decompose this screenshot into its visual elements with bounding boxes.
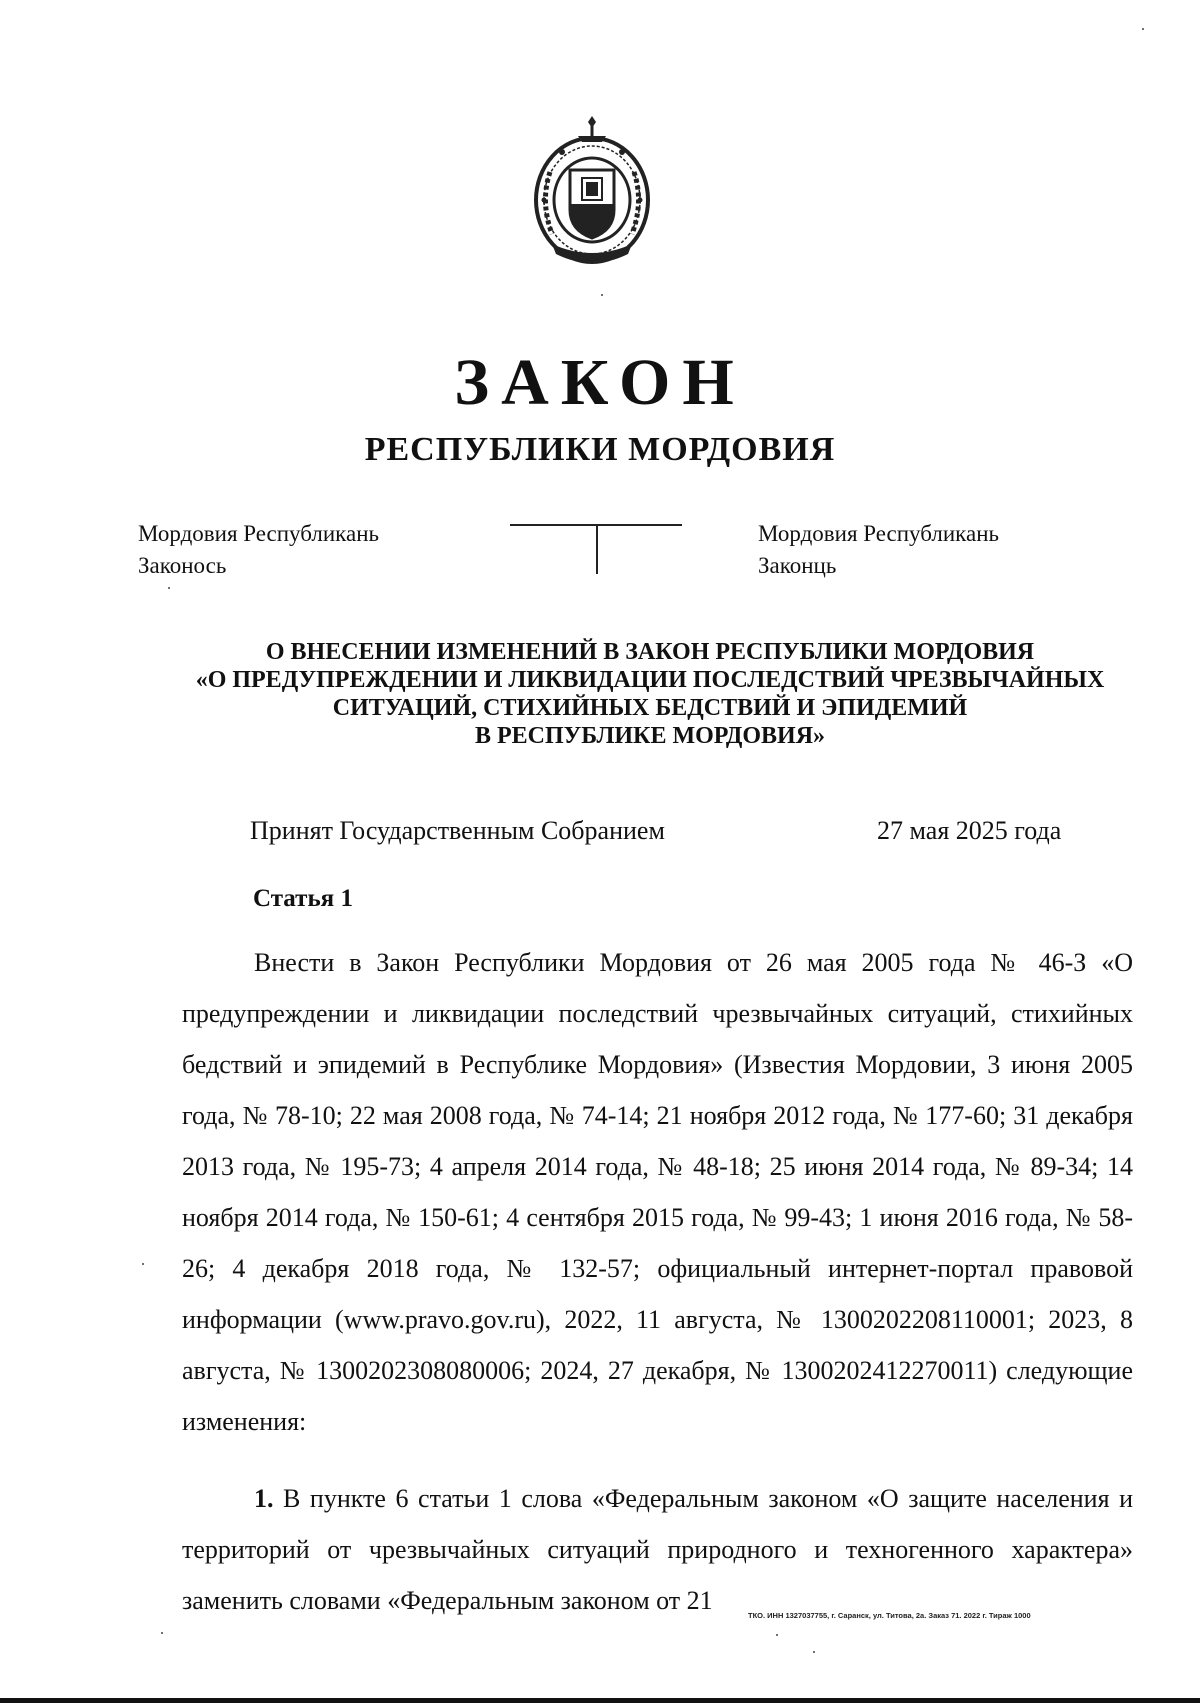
mordvin-title-left [138, 518, 379, 582]
scan-speck [601, 294, 603, 296]
law-name-line-3: СИТУАЦИЙ, СТИХИЙНЫХ БЕДСТВИЙ И ЭПИДЕМИЙ [332, 695, 968, 721]
article-intro-paragraph: Внести в Закон Республики Мордовия от 26 мая 2005 года № 46-З «О предупреждении и ликвидации последствий чрезвычайных ситуаций, стихийных бедствий и эпидемий в Республике Мордовия» (Известия Мордовии, 3 июня 2005 года, № 78-10; 22 мая 2008 года, № 74-14; 21 ноября 2012 года, № 177-60; 31 декабря 2013 года, № 195-73; 4 апреля 2014 года, № 48-18; 25 июня 2014 года, № 89-34; 14 ноября 2014 года, № 150-61; 4 сентября 2015 года, № 99-43; 1 июня 2016 года, № 58-26; 4 декабря 2018 года, № 132-57; официальный интернет-портал правовой информации (www.pravo.gov.ru), 2022, 11 августа, № 1300202208110001; 2023, 8 августа, № 1300202308080006; 2024, 27 декабря, № 1300202412270011) следующие изменения: [182, 948, 1133, 1436]
item-number: 1. [254, 1484, 274, 1513]
coat-of-arms-icon [522, 112, 662, 272]
law-title: ЗАКОН [454, 346, 746, 419]
mordvin-left-line-2: Законось [138, 553, 227, 578]
mordvin-title-right [758, 518, 999, 582]
scan-speck [1142, 28, 1144, 30]
print-info-footer: ТКО. ИНН 1327037755, г. Саранск, ул. Титова, 2а. Заказ 71. 2022 г. Тираж 1000 [748, 1611, 1031, 1620]
article-heading: Статья 1 [253, 885, 353, 912]
law-subtitle: РЕСПУБЛИКИ МОРДОВИЯ [364, 431, 836, 468]
page-bottom-edge [0, 1698, 1200, 1703]
scan-speck [142, 1263, 144, 1265]
mordvin-right-line-1: Мордовия Республикань [758, 521, 1000, 546]
scan-speck [161, 1632, 163, 1634]
scan-speck [776, 1634, 778, 1636]
adoption-label: Принят Государственным Собранием [250, 816, 665, 845]
item-1-text: В пункте 6 статьи 1 слова «Федеральным законом «О защите населения и территорий от чрезвычайных ситуаций природного и техногенного характера» заменить словами «Федеральным законом от 21 [182, 1484, 1134, 1615]
law-name-line-4: В РЕСПУБЛИКЕ МОРДОВИЯ» [474, 723, 826, 749]
separator-vertical-line [596, 524, 598, 574]
law-name-line-1: О ВНЕСЕНИИ ИЗМЕНЕНИЙ В ЗАКОН РЕСПУБЛИКИ МОРДОВИЯ [265, 639, 1035, 665]
mordvin-right-line-2: Законць [758, 553, 837, 578]
article-item-1 [182, 1473, 1133, 1626]
scan-speck [813, 1651, 815, 1653]
adoption-date: 27 мая 2025 года [877, 816, 1062, 845]
title-separator [510, 524, 682, 576]
mordvin-left-line-1: Мордовия Республикань [138, 521, 380, 546]
scan-speck [168, 587, 170, 589]
law-name-line-2: «О ПРЕДУПРЕЖДЕНИИ И ЛИКВИДАЦИИ ПОСЛЕДСТВИЙ ЧРЕЗВЫЧАЙНЫХ [195, 667, 1105, 693]
law-name-heading [150, 638, 1150, 750]
